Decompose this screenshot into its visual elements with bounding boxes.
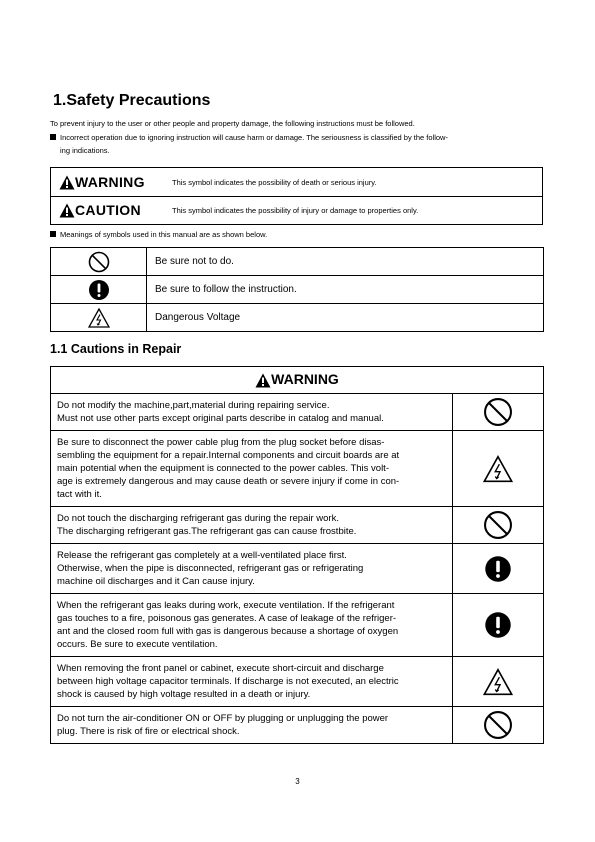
table-row — [51, 248, 544, 276]
section-title: 1.1 Cautions in Repair — [50, 342, 182, 356]
table-row — [51, 657, 544, 707]
bullet-square-icon — [50, 134, 56, 140]
caution-text: Do not touch the discharging refrigerant gas during the repair work. The discharging refrigerant gas.The refrigerant gas can cause frostbite. — [51, 507, 453, 544]
prohibition-icon — [483, 510, 513, 540]
table-row — [51, 304, 544, 332]
symbol-meaning: Dangerous Voltage — [147, 304, 544, 332]
high-voltage-icon — [483, 668, 513, 696]
mandatory-icon — [484, 555, 512, 583]
warning-triangle-icon — [59, 175, 75, 190]
warning-description: This symbol indicates the possibility of death or serious injury. — [172, 177, 377, 187]
table-header-row — [51, 367, 544, 394]
caution-description: This symbol indicates the possibility of injury or damage to properties only. — [172, 205, 419, 215]
signal-row-caution — [51, 196, 542, 224]
caution-text: Release the refrigerant gas completely at a well-ventilated place first. Otherwise, when the pipe is disconnected, refrigerant gas or refrigerating machine oil discharges and it Can cause injury. — [51, 544, 453, 594]
table-row — [51, 507, 544, 544]
caution-text: Do not turn the air-conditioner ON or OFF by plugging or unplugging the power plug. There is risk of fire or electrical shock. — [51, 707, 453, 744]
table-row — [51, 431, 544, 507]
prohibition-icon — [88, 251, 110, 273]
high-voltage-icon — [88, 308, 110, 328]
warning-label: WARNING — [75, 174, 145, 190]
severity-note — [50, 131, 545, 157]
table-row — [51, 707, 544, 744]
symbols-note — [50, 228, 545, 241]
caution-text: When the refrigerant gas leaks during work, execute ventilation. If the refrigerant gas touches to a fire, poisonous gas generates. A case of leakage of the refriger- ant and the closed room full with gas is dangerous because a shortage of oxygen occurs. Be sure to execute ventilation. — [51, 594, 453, 657]
symbols-note-text: Meanings of symbols used in this manual are as shown below. — [60, 230, 268, 239]
bullet-square-icon — [50, 231, 56, 237]
table-row — [51, 276, 544, 304]
caution-triangle-icon — [59, 203, 75, 218]
symbol-meaning: Be sure not to do. — [147, 248, 544, 276]
mandatory-icon — [484, 611, 512, 639]
caution-text: Do not modify the machine,part,material during repairing service. Must not use other parts except original parts describe in catalog and manual. — [51, 394, 453, 431]
intro-text: To prevent injury to the user or other people and property damage, the following instructions must be followed. — [50, 119, 415, 128]
signal-row-warning — [51, 168, 542, 197]
caution-text: Be sure to disconnect the power cable plug from the plug socket before disas- sembling the equipment for a repair.Internal components and circuit boards are at main potential when the equipment is connected to the power cables. This volt- age is extremely dangerous and may cause death or severe injury if come in con- tact with it. — [51, 431, 453, 507]
warning-header-label: WARNING — [271, 370, 339, 387]
severity-note-line2: ing indications. — [60, 146, 110, 155]
prohibition-icon — [483, 710, 513, 740]
page-number: 3 — [295, 777, 300, 786]
mandatory-icon — [88, 279, 110, 301]
repair-cautions-table — [50, 366, 544, 744]
table-row — [51, 544, 544, 594]
signal-words-box — [50, 167, 543, 225]
page-title: 1.Safety Precautions — [53, 92, 211, 109]
caution-label: CAUTION — [75, 202, 141, 218]
high-voltage-icon — [483, 455, 513, 483]
table-row — [51, 394, 544, 431]
symbol-meaning: Be sure to follow the instruction. — [147, 276, 544, 304]
severity-note-line1: Incorrect operation due to ignoring instruction will cause harm or damage. The seriousness is classified by the follow- — [60, 133, 448, 142]
warning-triangle-icon — [255, 373, 271, 388]
prohibition-icon — [483, 397, 513, 427]
caution-text: When removing the front panel or cabinet, execute short-circuit and discharge between high voltage capacitor terminals. If discharge is not executed, an electric shock is caused by high voltage resulted in a death or injury. — [51, 657, 453, 707]
symbol-legend-table — [50, 247, 544, 332]
table-row — [51, 594, 544, 657]
